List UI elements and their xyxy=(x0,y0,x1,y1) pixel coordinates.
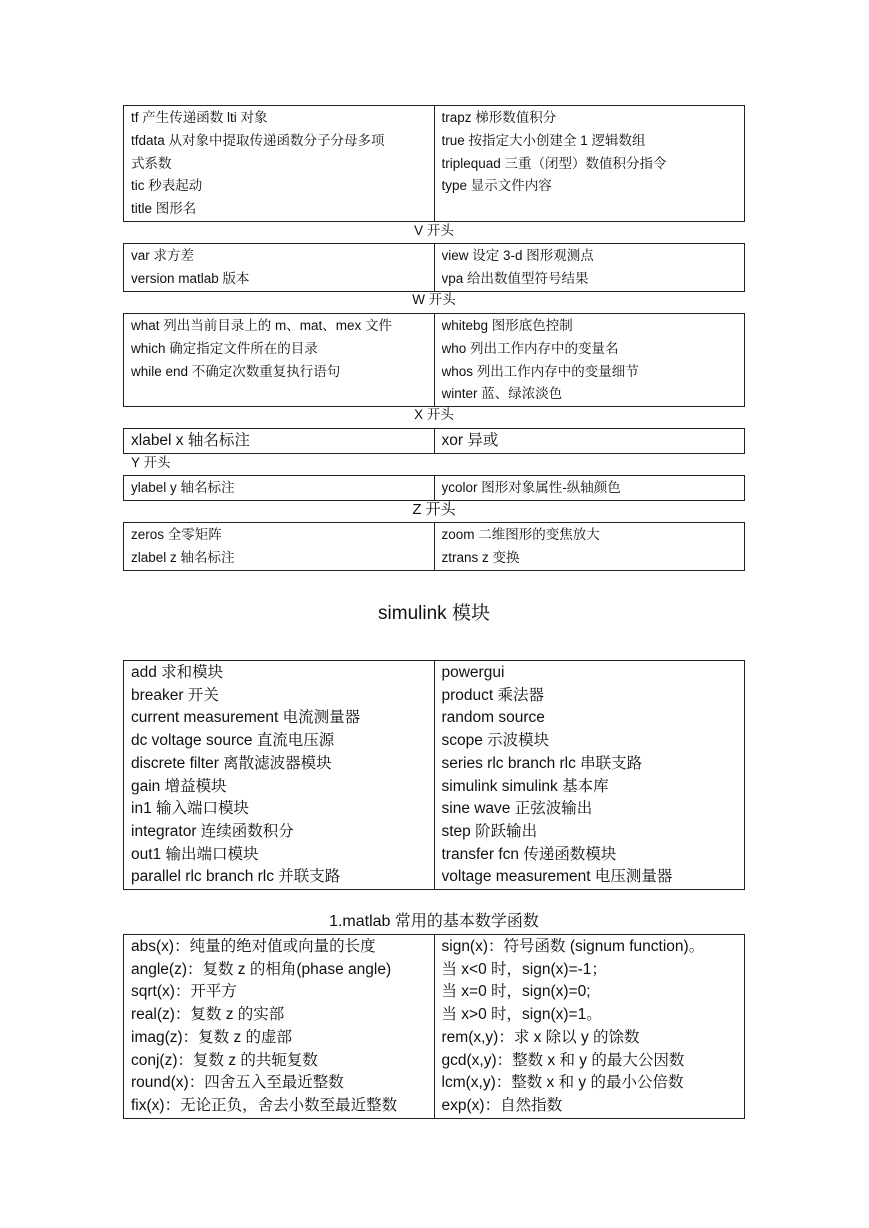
list-item: title 图形名 xyxy=(131,201,197,217)
list-item: round(x)：四舍五入至最近整数 xyxy=(131,1074,344,1092)
z-section-table-wrap xyxy=(123,522,745,571)
list-item: simulink simulink 基本库 xyxy=(441,777,609,795)
list-item: ylabel y 轴名标注 xyxy=(131,480,235,495)
list-item: ycolor 图形对象属性-纵轴颜色 xyxy=(441,480,621,495)
list-item: conj(z)：复数 z 的共轭复数 xyxy=(131,1051,318,1069)
list-item: tic 秒表起动 xyxy=(131,178,203,194)
list-item: scope 示波模块 xyxy=(441,732,550,750)
math-table-wrap xyxy=(123,934,745,1119)
z-left-cell xyxy=(124,523,435,571)
w-section-table xyxy=(123,313,745,407)
list-item: triplequad 三重（闭型）数值积分指令 xyxy=(441,155,667,171)
x-section-table xyxy=(123,428,745,454)
list-item: step 阶跃输出 xyxy=(441,822,538,840)
math-functions-table xyxy=(123,934,745,1119)
list-item: view 设定 3-d 图形观测点 xyxy=(441,248,594,263)
list-item: exp(x)：自然指数 xyxy=(441,1096,563,1114)
list-item: angle(z)：复数 z 的相角(phase angle) xyxy=(131,960,392,978)
list-item: 当 x<0 时，sign(x)=-1； xyxy=(441,960,607,978)
x-right-cell xyxy=(434,429,745,454)
v-left-cell xyxy=(124,244,435,292)
list-item: xlabel x 轴名标注 xyxy=(131,432,250,449)
math-right-cell xyxy=(434,935,745,1119)
x-left-cell xyxy=(124,429,435,454)
list-item: tf 产生传递函数 lti 对象 xyxy=(131,110,268,125)
v-section-table xyxy=(123,243,745,292)
list-item: winter 蓝、绿浓淡色 xyxy=(441,386,563,402)
list-item: what 列出当前目录上的 m、mat、mex 文件 xyxy=(131,318,393,333)
list-item: sqrt(x)：开平方 xyxy=(131,983,237,1001)
list-item: parallel rlc branch rlc 并联支路 xyxy=(131,868,341,886)
list-item: which 确定指定文件所在的目录 xyxy=(131,340,318,356)
list-item: out1 输出端口模块 xyxy=(131,845,259,863)
list-item: random source xyxy=(441,709,545,727)
simulink-table-wrap xyxy=(123,660,745,890)
list-item: zoom 二维图形的变焦放大 xyxy=(441,527,600,542)
list-item: var 求方差 xyxy=(131,248,195,263)
math-functions-caption: 1.matlab 常用的基本数学函数 xyxy=(329,913,539,930)
list-item: fix(x)：无论正负，舍去小数至最近整数 xyxy=(131,1096,398,1114)
w-left-cell xyxy=(124,314,435,407)
z-right-cell xyxy=(434,523,745,571)
y-left-cell xyxy=(124,476,435,501)
list-item: tfdata 从对象中提取传递函数分子分母多项 xyxy=(131,132,385,148)
simulink-title: simulink 模块 xyxy=(378,603,490,624)
simulink-table xyxy=(123,660,745,890)
y-section-table xyxy=(123,475,745,501)
list-item: gain 增益模块 xyxy=(131,777,227,795)
list-item: version matlab 版本 xyxy=(131,270,250,286)
list-item: product 乘法器 xyxy=(441,686,545,704)
list-item: voltage measurement 电压测量器 xyxy=(441,868,673,886)
w-section-heading: W 开头 xyxy=(412,292,456,307)
y-section-heading: Y 开头 xyxy=(131,455,171,470)
list-item: while end 不确定次数重复执行语句 xyxy=(131,363,341,379)
list-item: discrete filter 离散滤波器模块 xyxy=(131,754,332,772)
x-section-table-wrap xyxy=(123,428,745,454)
w-right-cell xyxy=(434,314,745,407)
list-item: 当 x=0 时，sign(x)=0; xyxy=(441,983,591,1001)
list-item: zlabel z 轴名标注 xyxy=(131,549,235,565)
list-item: in1 输入端口模块 xyxy=(131,800,249,818)
x-section-heading: X 开头 xyxy=(414,407,454,422)
list-item: lcm(x,y)：整数 x 和 y 的最小公倍数 xyxy=(441,1074,684,1092)
list-item: current measurement 电流测量器 xyxy=(131,709,361,727)
list-item: real(z)：复数 z 的实部 xyxy=(131,1006,285,1024)
v-section-table-wrap xyxy=(123,243,745,292)
list-item: series rlc branch rlc 串联支路 xyxy=(441,754,643,772)
list-item: sine wave 正弦波输出 xyxy=(441,800,593,818)
t-section-table xyxy=(123,105,745,222)
list-item: who 列出工作内存中的变量名 xyxy=(441,340,619,356)
w-section-table-wrap xyxy=(123,313,745,407)
list-item: whitebg 图形底色控制 xyxy=(441,318,573,333)
list-item: 式系数 xyxy=(131,155,172,171)
list-item: add 求和模块 xyxy=(131,664,224,681)
v-right-cell xyxy=(434,244,745,292)
list-item: 当 x>0 时，sign(x)=1。 xyxy=(441,1006,602,1024)
list-item: abs(x)：纯量的绝对值或向量的长度 xyxy=(131,938,376,955)
list-item: xor 异或 xyxy=(441,432,499,449)
list-item: ztrans z 变换 xyxy=(441,549,520,565)
list-item: rem(x,y)：求 x 除以 y 的馀数 xyxy=(441,1028,640,1046)
simulink-right-cell xyxy=(434,661,745,890)
list-item: transfer fcn 传递函数模块 xyxy=(441,845,617,863)
list-item: trapz 梯形数值积分 xyxy=(441,110,557,125)
list-item: type 显示文件内容 xyxy=(441,178,552,194)
t-right-cell xyxy=(434,106,745,222)
z-section-table xyxy=(123,522,745,571)
y-right-cell xyxy=(434,476,745,501)
t-left-cell xyxy=(124,106,435,222)
list-item: breaker 开关 xyxy=(131,686,219,704)
list-item: imag(z)：复数 z 的虚部 xyxy=(131,1028,293,1046)
y-section-table-wrap xyxy=(123,475,745,501)
list-item: dc voltage source 直流电压源 xyxy=(131,732,335,750)
simulink-left-cell xyxy=(124,661,435,890)
z-section-heading: Z 开头 xyxy=(412,501,456,518)
list-item: vpa 给出数值型符号结果 xyxy=(441,270,589,286)
list-item: true 按指定大小创建全 1 逻辑数组 xyxy=(441,132,646,148)
list-item: zeros 全零矩阵 xyxy=(131,527,222,542)
list-item: integrator 连续函数积分 xyxy=(131,822,294,840)
math-left-cell xyxy=(124,935,435,1119)
v-section-heading: V 开头 xyxy=(414,223,454,238)
list-item: gcd(x,y)：整数 x 和 y 的最大公因数 xyxy=(441,1051,685,1069)
list-item: sign(x)：符号函数 (signum function)。 xyxy=(441,938,705,955)
t-section-table-wrap xyxy=(123,105,745,222)
list-item: powergui xyxy=(441,664,505,681)
list-item: whos 列出工作内存中的变量细节 xyxy=(441,363,639,379)
